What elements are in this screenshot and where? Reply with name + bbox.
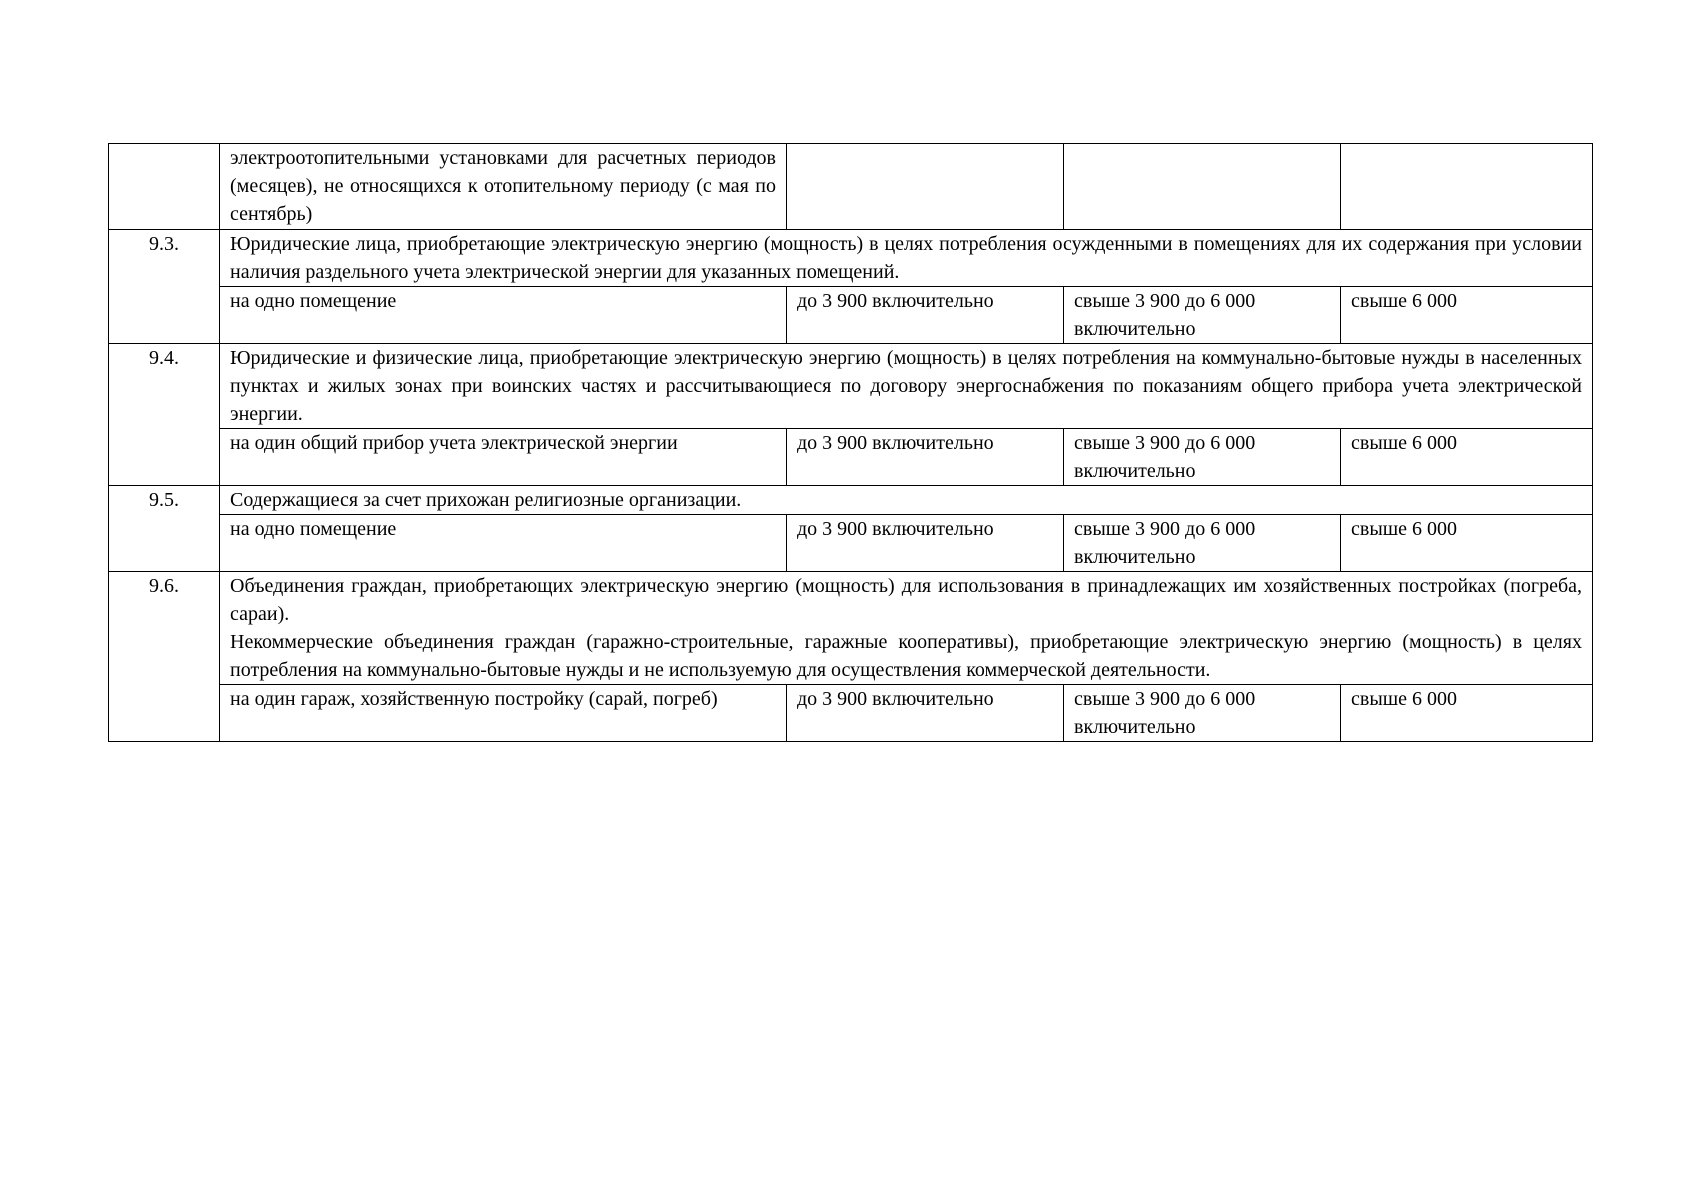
section-paragraph: Содержащиеся за счет прихожан религиозные организации. [230, 489, 742, 511]
table-row [109, 515, 1593, 572]
section-header-row [109, 344, 1593, 429]
table-row [109, 287, 1593, 344]
section-description [220, 486, 1593, 515]
range-cell-high: свыше 6 000 [1341, 515, 1593, 572]
table-row [109, 685, 1593, 742]
section-description [220, 572, 1593, 685]
row-label-cell: на один гараж, хозяйственную постройку (сарай, погреб) [220, 685, 787, 742]
tariff-table [108, 143, 1593, 742]
section-number: 9.3. [109, 230, 220, 344]
range-cell-mid [1064, 144, 1341, 230]
section-paragraph: Юридические лица, приобретающие электрическую энергию (мощность) в целях потребления осужденными в помещениях для их содержания при условии наличия раздельного учета электрической энергии для указанных помещений. [230, 233, 1582, 283]
range-cell-mid: свыше 3 900 до 6 000 включительно [1064, 287, 1341, 344]
section-number: 9.5. [109, 486, 220, 572]
section-header-row [109, 486, 1593, 515]
range-cell-low: до 3 900 включительно [787, 429, 1064, 486]
table-row [109, 144, 1593, 230]
section-paragraph: Объединения граждан, приобретающих электрическую энергию (мощность) для использования в принадлежащих им хозяйственных постройках (погреба, сараи). [230, 575, 1582, 625]
section-number: 9.6. [109, 572, 220, 742]
range-cell-low: до 3 900 включительно [787, 685, 1064, 742]
range-cell-low [787, 144, 1064, 230]
range-cell-mid: свыше 3 900 до 6 000 включительно [1064, 515, 1341, 572]
section-description [220, 344, 1593, 429]
range-cell-mid: свыше 3 900 до 6 000 включительно [1064, 685, 1341, 742]
row-label-cell: на одно помещение [220, 287, 787, 344]
section-description [220, 230, 1593, 287]
section-header-row [109, 572, 1593, 685]
range-cell-mid: свыше 3 900 до 6 000 включительно [1064, 429, 1341, 486]
row-label-cell: на одно помещение [220, 515, 787, 572]
section-paragraph: Некоммерческие объединения граждан (гаражно-строительные, гаражные кооперативы), приобретающие электрическую энергию (мощность) в целях потребления на коммунально-бытовые нужды и не используемую для осуществления коммерческой деятельности. [230, 631, 1582, 681]
row-label-cell: на один общий прибор учета электрической энергии [220, 429, 787, 486]
range-cell-low: до 3 900 включительно [787, 515, 1064, 572]
section-header-row [109, 230, 1593, 287]
row-number-cell [109, 144, 220, 230]
range-cell-high [1341, 144, 1593, 230]
range-cell-high: свыше 6 000 [1341, 429, 1593, 486]
range-cell-high: свыше 6 000 [1341, 685, 1593, 742]
range-cell-low: до 3 900 включительно [787, 287, 1064, 344]
range-cell-high: свыше 6 000 [1341, 287, 1593, 344]
section-paragraph: Юридические и физические лица, приобретающие электрическую энергию (мощность) в целях потребления на коммунально-бытовые нужды в населенных пунктах и жилых зонах при воинских частях и рассчитывающиеся по договору энергоснабжения по показаниям общего прибора учета электрической энергии. [230, 347, 1582, 425]
section-number: 9.4. [109, 344, 220, 486]
table-row [109, 429, 1593, 486]
row-label-cell: электроотопительными установками для расчетных периодов (месяцев), не относящихся к отопительному периоду (с мая по сентябрь) [220, 144, 787, 230]
